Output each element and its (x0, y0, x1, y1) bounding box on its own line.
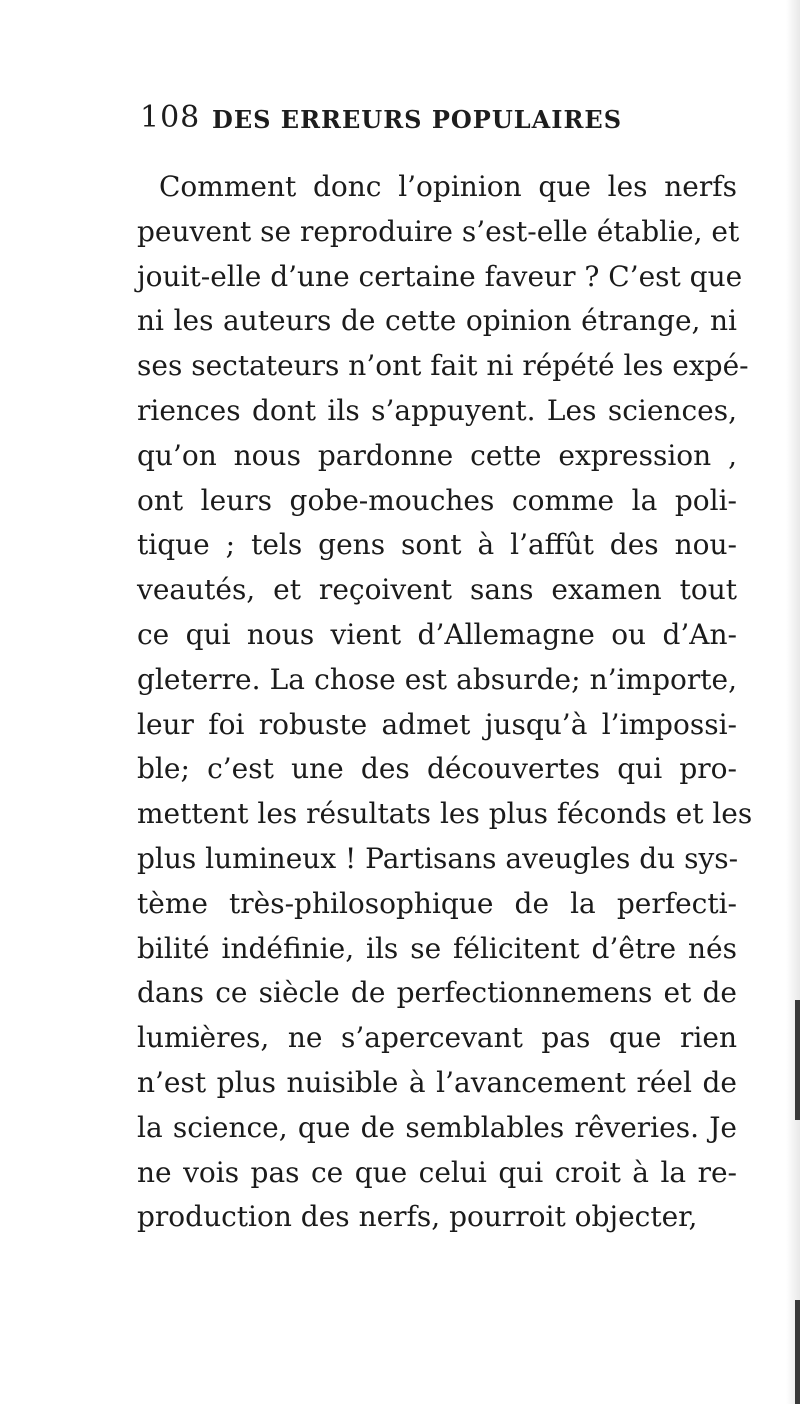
running-head-title: DES ERREURS POPULAIRES (212, 105, 623, 134)
text-line: ont leurs gobe-mouches comme la poli- (137, 483, 737, 517)
text-line: bilité indéfinie, ils se félicitent d’être nés (137, 931, 737, 965)
text-line: veautés, et reçoivent sans examen tout (137, 573, 737, 607)
text-line: lumières, ne s’apercevant pas que rien (137, 1021, 737, 1055)
page-edge-mark (795, 1000, 800, 1120)
text-line: ses sectateurs n’ont fait ni répété les expé- (137, 349, 749, 383)
text-line: ni les auteurs de cette opinion étrange, ni (137, 304, 737, 338)
text-line: production des nerfs, pourroit objecter, (137, 1200, 698, 1234)
text-line: Comment donc l’opinion que les nerfs (159, 170, 737, 203)
text-line: ble; c’est une des découvertes qui pro- (137, 752, 737, 786)
text-line: tique ; tels gens sont à l’affût des nou- (137, 528, 737, 562)
text-line: ne vois pas ce que celui qui croit à la re- (137, 1155, 737, 1189)
page-number: 108 (140, 100, 201, 135)
text-line: mettent les résultats les plus féconds et les (137, 797, 753, 831)
text-line: peuvent se reproduire s’est-elle établie, et (137, 214, 740, 248)
text-line: tème très-philosophique de la perfecti- (137, 886, 737, 920)
running-head (140, 100, 700, 140)
text-line: n’est plus nuisible à l’avancement réel de (137, 1065, 737, 1099)
text-line: ce qui nous vient d’Allemagne ou d’An- (137, 617, 737, 651)
body-paragraph (137, 165, 753, 1240)
text-line: dans ce siècle de perfectionnemens et de (137, 976, 737, 1010)
page-edge-mark (795, 1300, 800, 1404)
page-edge-shadow (786, 0, 800, 1404)
text-line: jouit-elle d’une certaine faveur ? C’est que (137, 259, 743, 293)
text-line: leur foi robuste admet jusqu’à l’impossi- (137, 707, 737, 741)
text-line: plus lumineux ! Partisans aveugles du sys- (137, 841, 739, 875)
text-line: gleterre. La chose est absurde; n’importe, (137, 662, 737, 696)
text-line: riences dont ils s’appuyent. Les sciences, (137, 393, 737, 427)
text-line: qu’on nous pardonne cette expression , (137, 438, 737, 472)
text-line: la science, que de semblables rêveries. Je (137, 1110, 737, 1144)
